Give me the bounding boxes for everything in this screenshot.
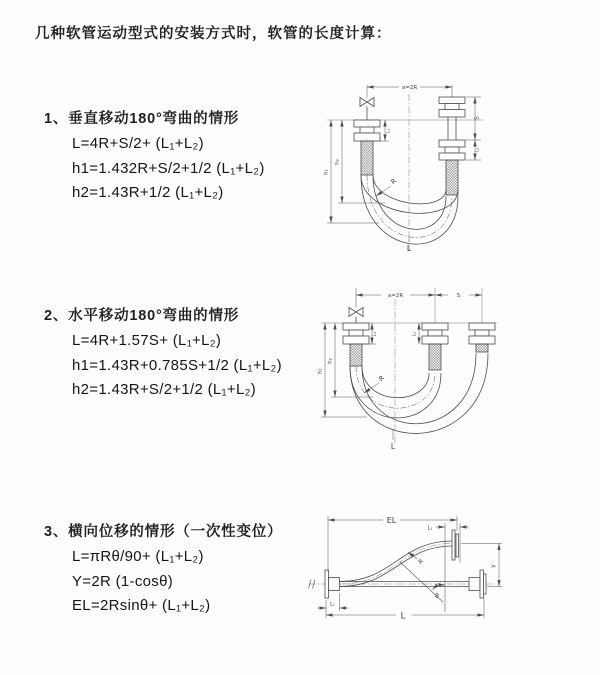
dim-label-h1: h₁ xyxy=(323,169,330,175)
formula-h1: h1=1.43R+0.785S+1/2 (L₁+L₂) xyxy=(72,356,282,374)
section-2-formulas xyxy=(72,329,324,403)
section-1-formulas xyxy=(72,132,324,206)
formula-L: L=πRθ/90+ (L₁+L₂) xyxy=(72,548,204,565)
dim-label-l1-right: L₁ xyxy=(475,147,481,153)
fittings xyxy=(354,97,465,195)
braid-left xyxy=(361,141,373,175)
formula-h2: h2=1.43R+S/2+1/2 (L₁+L₂) xyxy=(72,381,257,398)
braid-right xyxy=(476,344,488,352)
radius-label: R xyxy=(417,557,425,566)
dim-label-h2: h₂ xyxy=(327,358,334,364)
valve-icon xyxy=(349,308,363,324)
radius-label: R xyxy=(377,373,387,383)
dim-label-l1-bottom: L₁ xyxy=(330,601,335,608)
vertical-bend-diagram xyxy=(315,80,535,255)
formula-L: L=4R+S/2+ (L₁+L₂) xyxy=(72,135,204,152)
dim-label-y: Y xyxy=(491,564,498,568)
hose-curves xyxy=(361,175,458,244)
radius-label: R xyxy=(389,176,399,186)
dim-label-el: EL xyxy=(386,515,397,525)
formula-L: L=4R+1.57S+ (L₁+L₂) xyxy=(72,332,222,349)
section-2-heading: 2、水平移动180°弯曲的情形 xyxy=(44,308,240,324)
section-1-heading: 1、垂直移动180°弯曲的情形 xyxy=(44,111,240,127)
section-3-heading: 3、横向位移的情形（一次性变位） xyxy=(44,524,283,540)
centerlines xyxy=(321,288,497,445)
horizontal-bend-diagram xyxy=(315,283,535,453)
section-vertical-movement xyxy=(44,110,324,206)
formula-h1: h1=1.432R+S/2+1/2 (L₁+L₂) xyxy=(72,159,265,177)
dim-label-s: S xyxy=(474,116,481,120)
section-horizontal-movement xyxy=(44,307,324,403)
valve-icon xyxy=(360,98,374,121)
diagram-3-labels xyxy=(330,516,498,622)
centerlines xyxy=(327,94,483,252)
dim-label-l1-left: L₁ xyxy=(373,331,378,337)
theta-label: θ xyxy=(435,593,439,600)
braid-middle xyxy=(429,344,441,370)
length-label: L xyxy=(400,611,406,622)
dim-label-l1-left: L₁ xyxy=(386,128,392,134)
section-3-formulas xyxy=(72,545,324,619)
hose-curves xyxy=(350,353,488,433)
formula-Y: Y=2R (1-cosθ) xyxy=(72,572,174,590)
page-title: 几种软管运动型式的安装方式时，软管的长度计算： xyxy=(35,26,392,42)
dim-label-l1-top: L₁ xyxy=(427,525,433,532)
hose-curves xyxy=(340,541,470,587)
length-label: L xyxy=(390,442,396,451)
dimension-lines xyxy=(321,288,482,440)
dim-label-h1: h₁ xyxy=(317,368,324,374)
dim-label-h2: h₂ xyxy=(334,159,341,165)
formula-h2: h2=1.43R+1/2 (L₁+L₂) xyxy=(72,184,224,201)
dim-label-s: S xyxy=(456,293,461,299)
braid-right xyxy=(446,160,458,195)
fittings xyxy=(325,530,486,598)
dimension-lines xyxy=(317,516,502,618)
dim-label-a2r: a=2R xyxy=(387,293,404,299)
length-label: L xyxy=(406,244,412,253)
braid-left xyxy=(350,344,362,366)
dim-label-l1-mid: L₁ xyxy=(412,331,418,337)
dim-label-a2r: a=2R xyxy=(401,85,418,91)
section-lateral-displacement xyxy=(44,523,324,619)
lateral-displacement-diagram xyxy=(303,505,518,635)
formula-EL: EL=2Rsinθ+ (L₁+L₂) xyxy=(72,597,211,614)
diagram-2-labels xyxy=(318,293,461,451)
